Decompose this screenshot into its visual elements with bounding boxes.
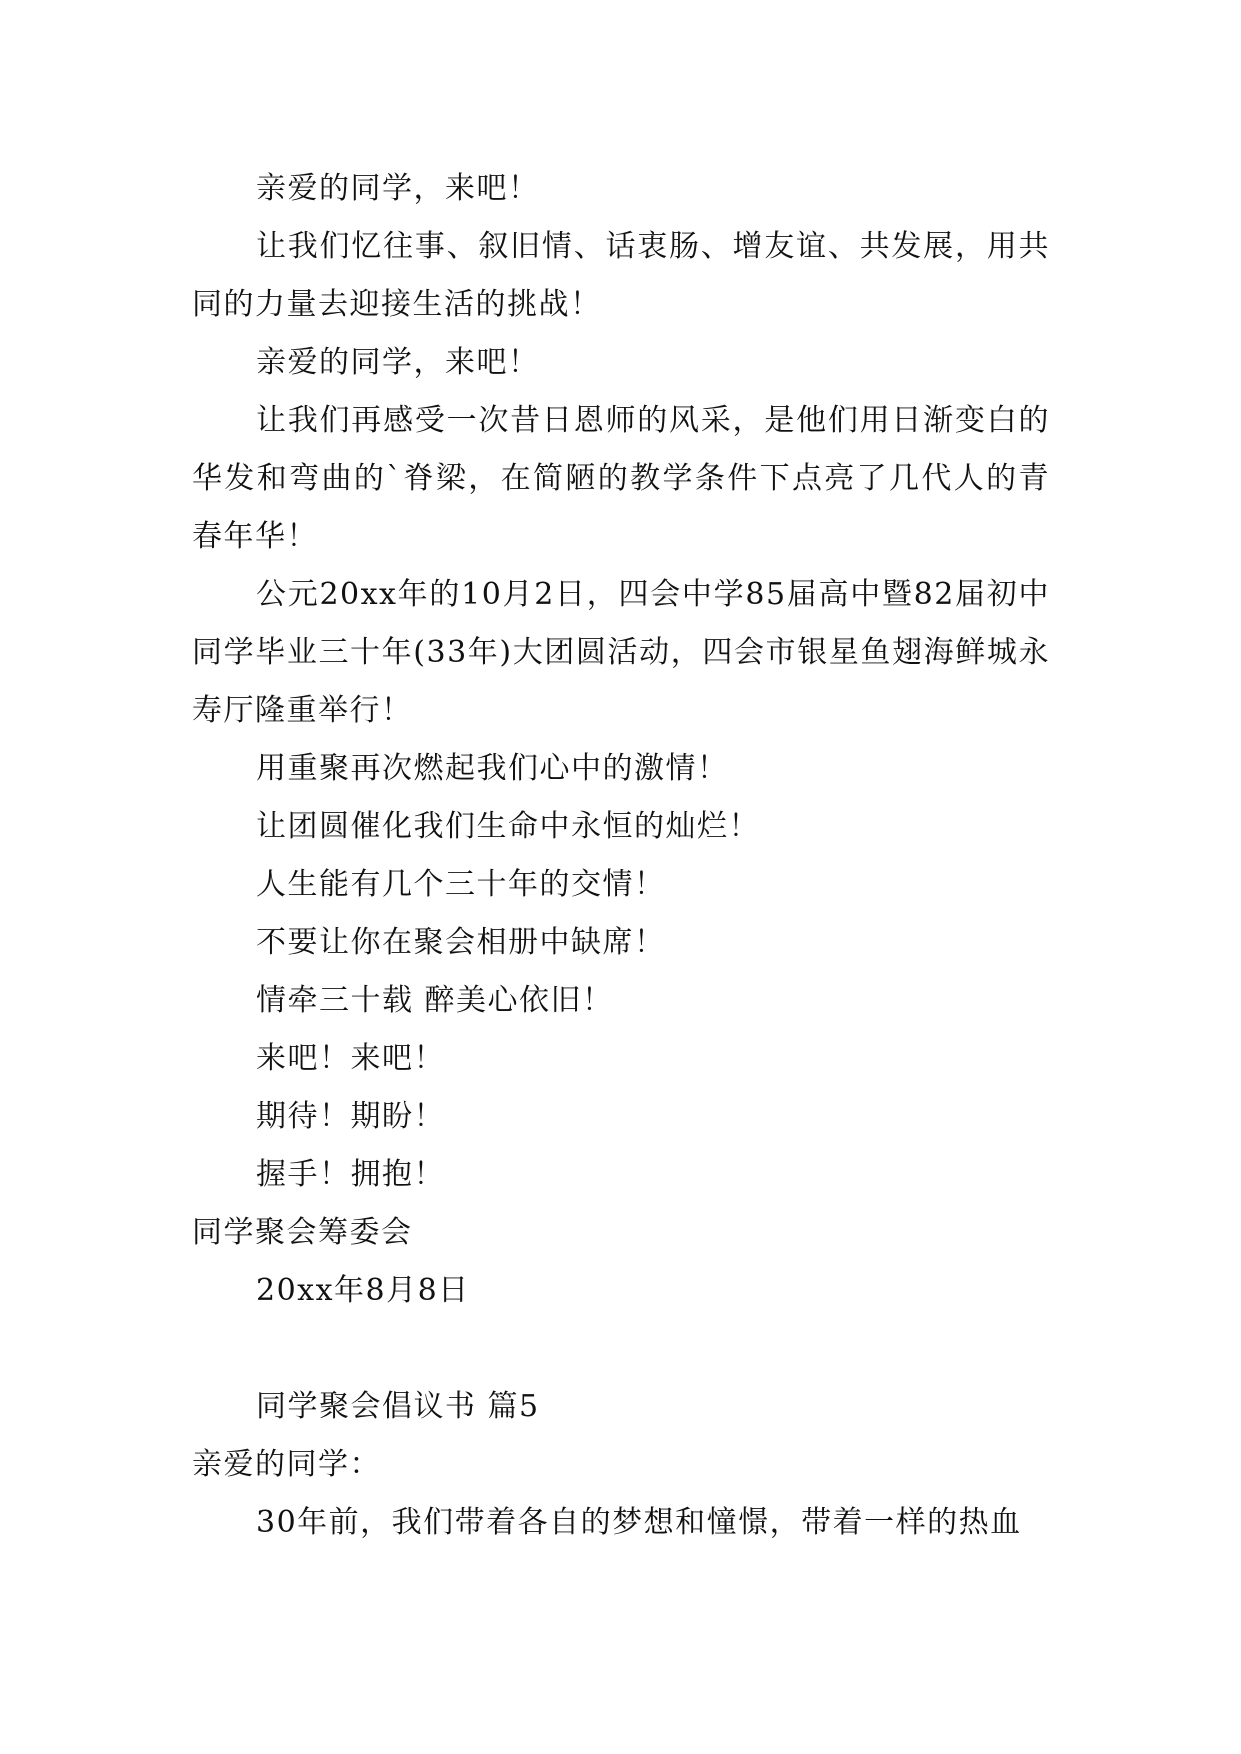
- blank-line: [192, 1320, 1050, 1378]
- paragraph: 30年前，我们带着各自的梦想和憧憬，带着一样的热血: [256, 1505, 1022, 1540]
- paragraph: 亲爱的同学，来吧！: [256, 171, 540, 206]
- document-body: [192, 160, 1050, 1552]
- paragraph: 人生能有几个三十年的交情！: [256, 867, 666, 902]
- paragraph: 用重聚再次燃起我们心中的激情！: [256, 751, 729, 786]
- salutation: 亲爱的同学：: [192, 1447, 381, 1482]
- section-title: 同学聚会倡议书 篇5: [256, 1389, 540, 1424]
- paragraph: 亲爱的同学，来吧！: [256, 345, 540, 380]
- paragraph: 公元20xx年的10月2日，四会中学85届高中暨82届初中同学毕业三十年(33年)大团圆活动，四会市银星鱼翅海鲜城永寿厅隆重举行！: [192, 577, 1050, 728]
- paragraph: 期待！期盼！: [256, 1099, 445, 1134]
- paragraph: 让我们忆往事、叙旧情、话衷肠、增友谊、共发展，用共同的力量去迎接生活的挑战！: [192, 229, 1050, 322]
- paragraph: 不要让你在聚会相册中缺席！: [256, 925, 666, 960]
- paragraph: 情牵三十载 醉美心依旧！: [256, 983, 614, 1018]
- paragraph: 让团圆催化我们生命中永恒的灿烂！: [256, 809, 760, 844]
- date: 20xx年8月8日: [256, 1273, 470, 1308]
- signature: 同学聚会筹委会: [192, 1215, 413, 1250]
- paragraph: 让我们再感受一次昔日恩师的风采，是他们用日渐变白的华发和弯曲的`脊梁，在简陋的教学条件下点亮了几代人的青春年华！: [192, 403, 1050, 554]
- paragraph: 握手！拥抱！: [256, 1157, 445, 1192]
- paragraph: 来吧！来吧！: [256, 1041, 445, 1076]
